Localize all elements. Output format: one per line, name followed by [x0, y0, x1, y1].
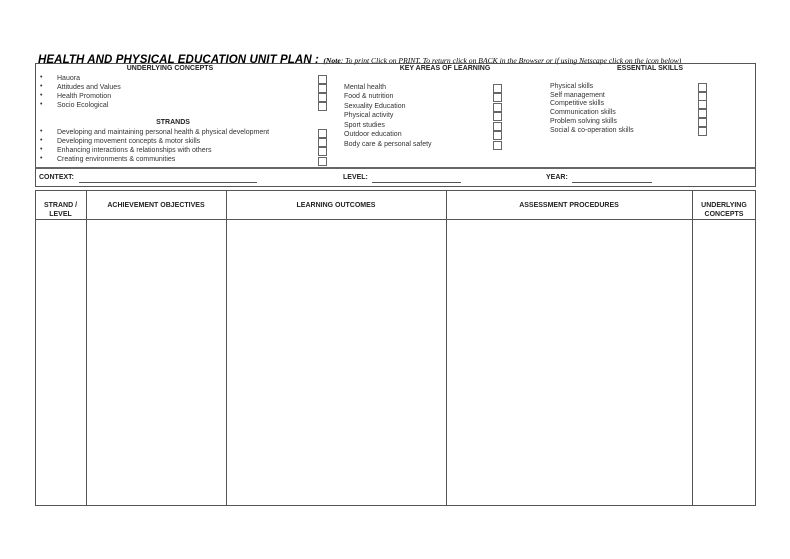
context-field[interactable] — [79, 182, 257, 183]
col-header-line: UNDERLYING — [701, 202, 747, 209]
col-header-line: LEVEL — [49, 211, 72, 218]
key-area-item: Mental health — [344, 84, 387, 91]
bullet-icon: • — [40, 146, 43, 153]
col-header-line: LEARNING OUTCOMES — [296, 202, 376, 209]
key-area-checkbox[interactable] — [493, 103, 502, 112]
bullet-icon: • — [40, 83, 43, 90]
skill-checkbox[interactable] — [698, 83, 707, 92]
cell-assessment-procedures[interactable] — [447, 220, 692, 505]
level-label: LEVEL: — [343, 174, 368, 181]
context-row — [35, 167, 756, 187]
context-label: CONTEXT: — [39, 174, 74, 181]
strand-item: Developing and maintaining personal health & physical development — [57, 129, 270, 136]
key-area-item: Sexuality Education — [344, 103, 406, 110]
skill-item: Communication skills — [550, 109, 616, 116]
key-area-checkbox[interactable] — [493, 141, 502, 150]
strands-heading: STRANDS — [156, 119, 190, 126]
key-area-item: Sport studies — [344, 122, 385, 129]
bullet-icon: • — [40, 101, 43, 108]
concept-item: Socio Ecological — [57, 102, 109, 109]
skill-item: Problem solving skills — [550, 118, 617, 125]
key-areas-heading: KEY AREAS OF LEARNING — [399, 65, 491, 72]
key-area-checkbox[interactable] — [493, 84, 502, 93]
concept-checkbox[interactable] — [318, 93, 327, 102]
cell-learning-outcomes[interactable] — [227, 220, 446, 505]
skill-checkbox[interactable] — [698, 100, 707, 109]
key-area-checkbox[interactable] — [493, 112, 502, 121]
essential-skills-heading: ESSENTIAL SKILLS — [617, 65, 683, 72]
col-header-assessment-procedures — [446, 201, 692, 210]
strand-checkbox[interactable] — [318, 129, 327, 138]
year-field[interactable] — [572, 182, 652, 183]
concept-checkbox[interactable] — [318, 102, 327, 111]
key-area-item: Body care & personal safety — [344, 141, 432, 148]
bullet-icon: • — [40, 128, 43, 135]
underlying-concepts-heading: UNDERLYING CONCEPTS — [126, 65, 214, 72]
col-header-strand-level — [35, 201, 86, 219]
concept-item: Attitudes and Values — [57, 84, 121, 91]
skill-item: Self management — [550, 92, 605, 99]
concept-item: Hauora — [57, 75, 80, 82]
key-area-item: Outdoor education — [344, 131, 402, 138]
key-area-checkbox[interactable] — [493, 131, 502, 140]
cell-underlying-concepts[interactable] — [693, 220, 755, 505]
key-area-checkbox[interactable] — [493, 93, 502, 102]
concept-checkbox[interactable] — [318, 84, 327, 93]
bullet-icon: • — [40, 155, 43, 162]
col-header-line: ASSESSMENT PROCEDURES — [519, 202, 619, 209]
skill-checkbox[interactable] — [698, 127, 707, 136]
cell-strand-level[interactable] — [36, 220, 86, 505]
bullet-icon: • — [40, 92, 43, 99]
skill-item: Physical skills — [550, 83, 594, 90]
concept-item: Health Promotion — [57, 93, 112, 100]
strand-item: Creating environments & communities — [57, 156, 176, 163]
col-header-line: ACHIEVEMENT OBJECTIVES — [107, 202, 205, 209]
key-area-item: Physical activity — [344, 112, 394, 119]
skill-item: Social & co-operation skills — [550, 127, 634, 134]
cell-achievement-objectives[interactable] — [87, 220, 226, 505]
col-header-line: CONCEPTS — [704, 211, 744, 218]
note-text: : To print Click on PRINT. To return click on BACK in the Browser or if using Netscape click on the icon below) — [340, 56, 682, 65]
skill-item: Competitive skills — [550, 100, 605, 107]
bullet-icon: • — [40, 137, 43, 144]
col-header-line: STRAND / — [43, 202, 78, 209]
strand-checkbox[interactable] — [318, 138, 327, 147]
year-label: YEAR: — [546, 174, 568, 181]
level-field[interactable] — [372, 182, 461, 183]
key-area-item: Food & nutrition — [344, 93, 394, 100]
col-header-learning-outcomes — [226, 201, 446, 210]
note-label: (Note — [323, 56, 341, 65]
bullet-icon: • — [40, 74, 43, 81]
title-main: HEALTH AND PHYSICAL EDUCATION UNIT PLAN : — [38, 54, 319, 66]
strand-item: Enhancing interactions & relationships with others — [57, 147, 212, 154]
strand-item: Developing movement concepts & motor skills — [57, 138, 201, 145]
col-header-underlying-concepts — [692, 201, 756, 219]
strand-checkbox[interactable] — [318, 147, 327, 156]
col-header-achievement-objectives — [86, 201, 226, 210]
concept-checkbox[interactable] — [318, 75, 327, 84]
strand-checkbox[interactable] — [318, 157, 327, 166]
skill-checkbox[interactable] — [698, 109, 707, 118]
key-area-checkbox[interactable] — [493, 122, 502, 131]
skill-checkbox[interactable] — [698, 118, 707, 127]
